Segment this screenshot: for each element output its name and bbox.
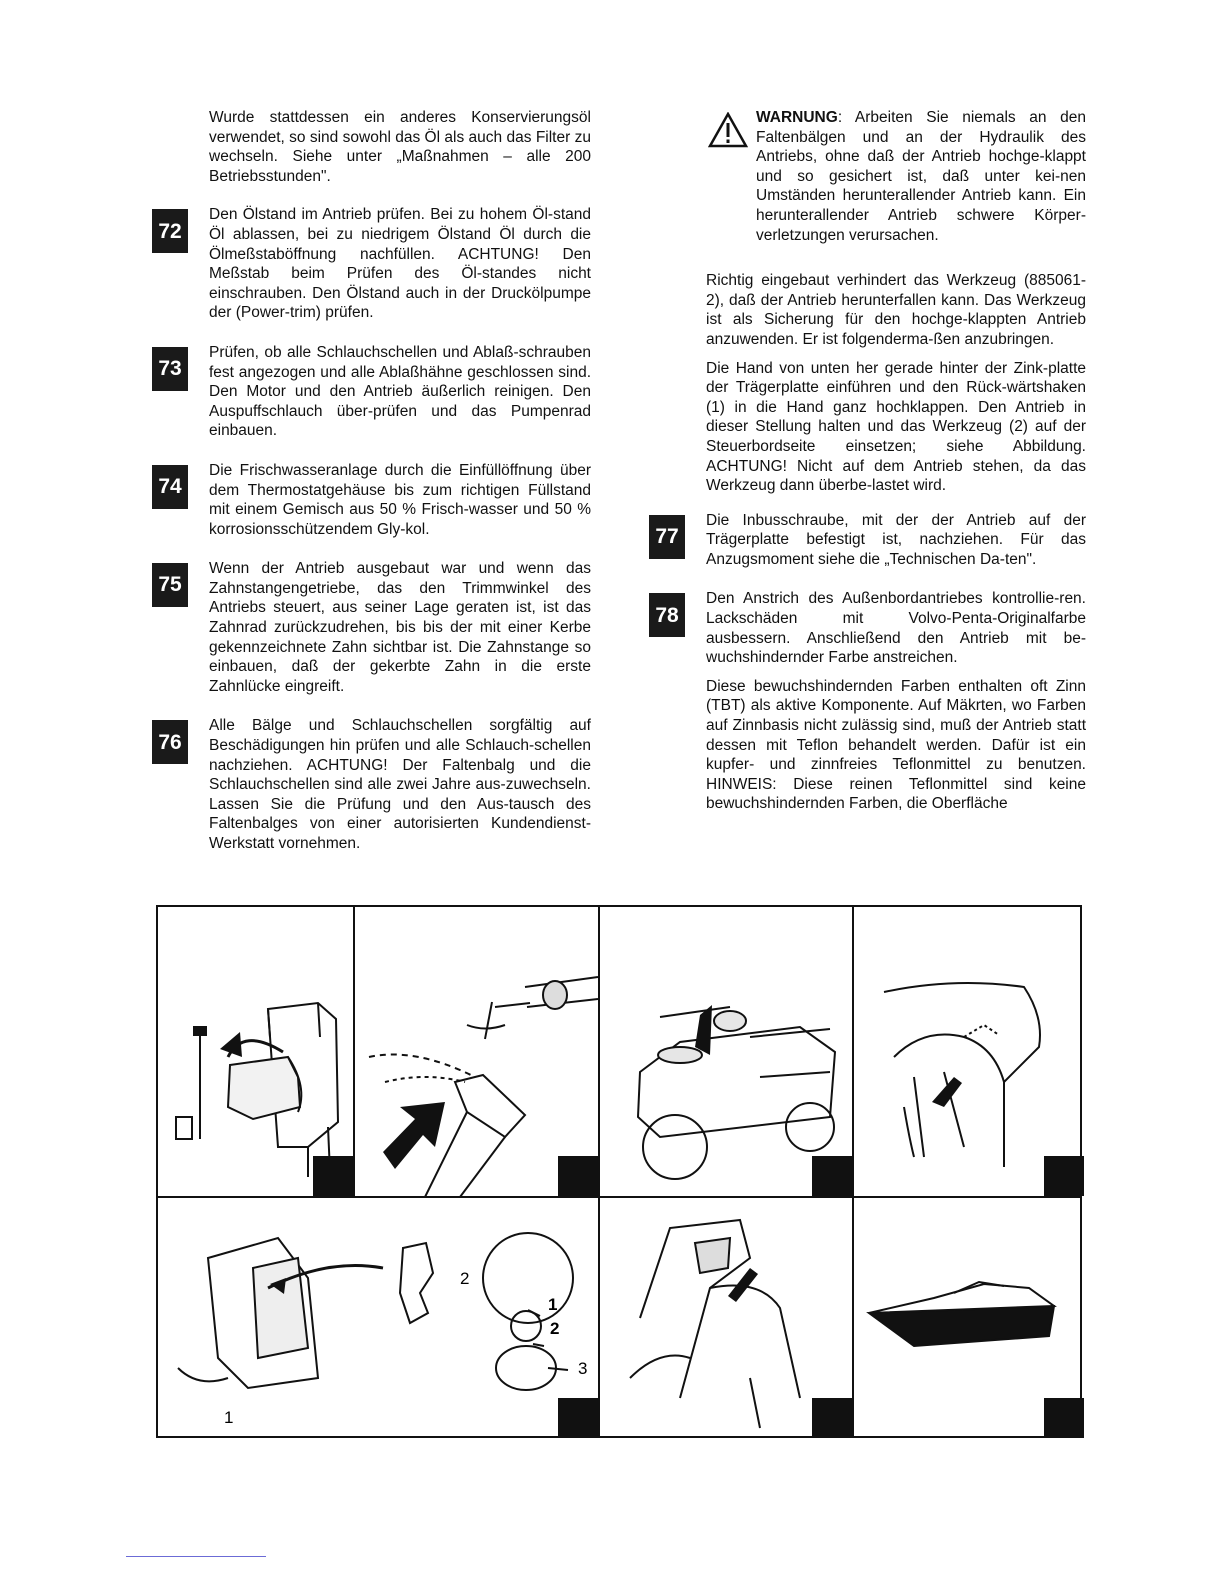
dipstick-illustration — [158, 907, 353, 1196]
figure-drive-bolt — [600, 1198, 852, 1438]
callout-2: 2 — [550, 1319, 560, 1338]
right-column — [655, 108, 1086, 814]
intro-paragraph: Wurde stattdessen ein anderes Konservierungsöl verwendet, so sind sowohl das Öl als auch das Filter zu wechseln. Siehe unter „Maßnahmen – alle 200 Betriebsstunden". — [209, 109, 591, 185]
step-text: Die Frischwasseranlage durch die Einfüllöffnung über dem Thermostatgehäuse bis zum richtigen Füllstand mit einem Gemisch aus 50 % Frisch-wasser und 50 % korrosionsschützendem Gly-kol. — [209, 461, 591, 538]
step-number-badge: 73 — [152, 347, 188, 391]
figure-dipstick — [158, 907, 353, 1196]
step-72 — [158, 205, 591, 323]
figure-tab — [812, 1398, 852, 1438]
figure-tab — [1044, 1156, 1084, 1196]
step-number-badge: 77 — [649, 515, 685, 559]
paint-paragraph: Diese bewuchshindernden Farben enthalten oft Zinn (TBT) als aktive Komponente. Auf Mäkrten, wo Farben auf Zinnbasis nicht zulässig sind, muß der Antrieb statt dessen mit Teflon behandelt werden. Dafür ist ein kupfer- und zinnfreies Teflonmittel zu benutzen. HINWEIS: Diese reinen Teflonmittel sind keine bewuchshindernden Farben, die Oberfläche — [706, 677, 1086, 813]
step-78 — [655, 589, 1086, 667]
figure-tab — [1044, 1398, 1084, 1438]
warning-label: WARNUNG — [756, 109, 838, 126]
step-75 — [158, 559, 591, 696]
step-76 — [158, 716, 591, 853]
callout-1: 1 — [224, 1408, 234, 1427]
warning-triangle-icon — [708, 112, 748, 148]
step-74 — [158, 461, 591, 539]
step-text: Die Inbusschraube, mit der der Antrieb auf der Trägerplatte befestigt ist, nachziehen. Für das Anzugsmoment siehe die „Technischen Da-ten". — [706, 511, 1086, 568]
tool-paragraph: Richtig eingebaut verhindert das Werkzeug (885061-2), daß der Antrieb herunterfallen kann. Das Werkzeug ist als Sicherung für den hochge-klappten Antrieb anzuwenden. Er ist folgenderma-ßen anzubringen. — [706, 272, 1086, 348]
step-text: Alle Bälge und Schlauchschellen sorgfältig auf Beschädigungen hin prüfen und alle Schlauch-schellen nachziehen. ACHTUNG! Der Faltenbalg und die Schlauchschellen sind alle zwei Jahre aus-zuwechseln. Lassen Sie die Prüfung und den Aus-tausch des Faltenbalges von einer autorisierten Kundendienst-Werkstatt vornehmen. — [209, 717, 591, 852]
step-text: Prüfen, ob alle Schlauchschellen und Ablaß-schrauben fest angezogen und alle Ablaßhähne geschlossen sind. Den Motor und den Antrieb äußerlich reinigen. Den Auspuffschlauch über-prüfen und das Pumpenrad einbauen. — [209, 343, 591, 440]
step-number-badge: 72 — [152, 209, 188, 253]
callout-2: 2 — [460, 1269, 470, 1288]
figure-tab — [812, 1156, 852, 1196]
step-73 — [158, 343, 591, 441]
hose-clamp-illustration — [355, 907, 598, 1196]
step-77 — [655, 511, 1086, 570]
left-column — [158, 108, 591, 854]
figure-tab — [313, 1156, 353, 1196]
figure-hose-clamp — [355, 907, 598, 1196]
step-text: Den Anstrich des Außenbordantriebes kontrollie-ren. Lackschäden mit Volvo-Penta-Originalfarbe ausbessern. Anschließend den Antrieb mit be-wuchshindernder Farbe anstreichen. — [706, 590, 1086, 667]
footnote-rule — [126, 1556, 266, 1557]
figure-filler-cap — [600, 907, 852, 1196]
filler-cap-illustration — [600, 907, 852, 1196]
warning-block — [706, 108, 1086, 245]
callout-3: 3 — [578, 1359, 588, 1378]
step-number-badge: 74 — [152, 465, 188, 509]
figure-boat — [854, 1198, 1084, 1438]
figure-tool-insertion — [158, 1198, 598, 1438]
step-text: Wenn der Antrieb ausgebaut war und wenn das Zahnstangengetriebe, das den Trimmwinkel des Antriebs steuert, aus seiner Lage geraten ist, ist das Zahnrad zurückzudrehen, bis bis der mit einer Kerbe gekennzeichnete Zahn sichtbar ist. Die Zahnstange so einbauen, daß der gekerbte Zahn in die erste Zahnlücke eingreift. — [209, 560, 591, 695]
step-number-badge: 75 — [152, 563, 188, 607]
figure-tab — [558, 1156, 598, 1196]
step-number-badge: 76 — [152, 720, 188, 764]
tool-insertion-illustration — [158, 1198, 598, 1438]
rack-gear-illustration — [854, 907, 1084, 1196]
callout-1: 1 — [548, 1295, 558, 1314]
figure-tab — [558, 1398, 598, 1438]
figure-grid — [156, 905, 1082, 1438]
step-text: Den Ölstand im Antrieb prüfen. Bei zu hohem Öl-stand Öl ablassen, bei zu niedrigem Ölstand Öl durch die Ölmeßstaböffnung nachfüllen. ACHTUNG! Den Meßstab beim Prüfen des Öl-standes nicht einschrauben. Den Ölstand auch in der Druckölpumpe der (Power-trim) prüfen. — [209, 206, 591, 322]
figure-rack-gear — [854, 907, 1084, 1196]
step-number-badge: 78 — [649, 593, 685, 637]
warning-text: WARNUNG: Arbeiten Sie niemals an den Faltenbälgen und an der Hydraulik des Antriebs, ohne daß der Antrieb hochge-klappt und so gesichert ist, daß unter kei-nen Umständen herunterallender Antrieb kann. Ein herunterallender Antrieb schwere Körper-verletzungen verursachen. — [756, 109, 1086, 244]
hand-paragraph: Die Hand von unten her gerade hinter der Zink-platte der Trägerplatte einführen und den Rück-wärtshaken (1) in die Hand ganz hochklappen. Den Antrieb in dieser Stellung halten und das Werkzeug (2) auf der Steuerbordseite einsetzen; siehe Abbildung. ACHTUNG! Nicht auf dem Antrieb stehen, da das Werkzeug dann überbe-lastet wird. — [706, 359, 1086, 495]
